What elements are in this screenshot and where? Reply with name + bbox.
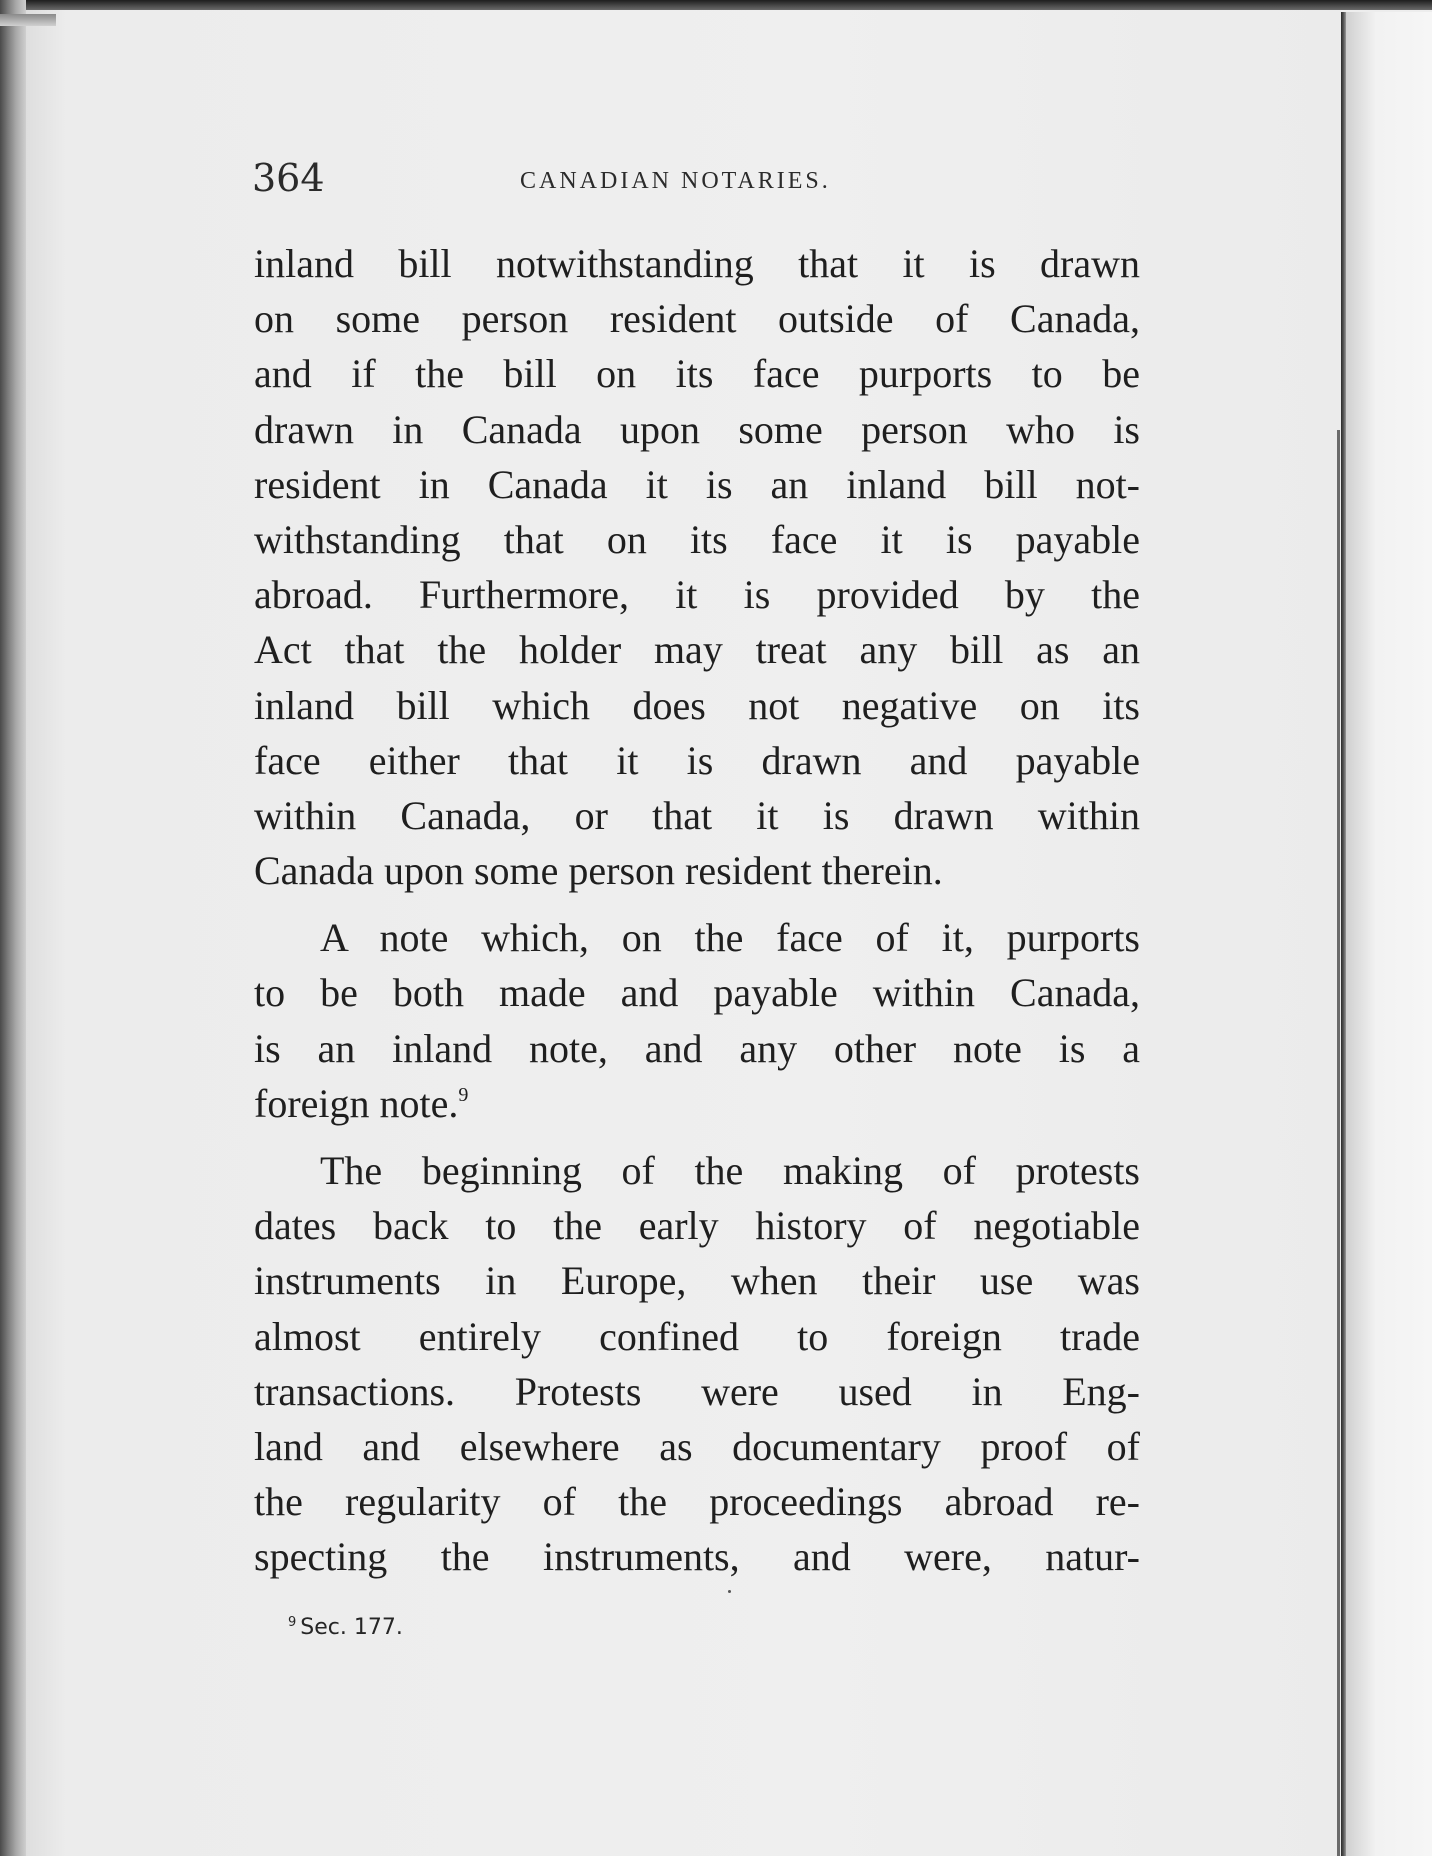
text-line: inland bill notwithstanding that it is drawn bbox=[254, 241, 1140, 286]
text-line: face either that it is drawn and payable bbox=[254, 737, 1140, 783]
text-line: to be both made and payable within Canada, bbox=[254, 970, 1140, 1016]
text-line: instruments in Europe, when their use was bbox=[254, 1258, 1140, 1304]
footnote-reference: 9 bbox=[458, 1083, 469, 1106]
text-line: drawn in Canada upon some person who is bbox=[254, 406, 1140, 452]
footnote-mark: 9 bbox=[288, 1615, 297, 1630]
facing-page bbox=[1346, 12, 1432, 1856]
text-line: Act that the holder may treat any bill as an bbox=[254, 627, 1140, 673]
text-line: land and elsewhere as documentary proof of bbox=[254, 1423, 1140, 1469]
text-line: A note which, on the face of it, purports bbox=[320, 915, 1140, 961]
text-line: abroad. Furthermore, it is provided by the bbox=[254, 572, 1140, 618]
text-line: The beginning of the making of protests bbox=[320, 1148, 1140, 1193]
footnote-text: Sec. 177. bbox=[300, 1615, 403, 1640]
top-edge bbox=[0, 0, 1432, 10]
text-line: specting the instruments, and were, natur- bbox=[254, 1534, 1140, 1580]
text-line: dates back to the early history of negotiable bbox=[254, 1203, 1140, 1249]
text-line-with-footnote bbox=[254, 1076, 1140, 1131]
paragraph-gap bbox=[254, 1131, 1140, 1143]
binding-edge bbox=[0, 0, 26, 1856]
text-line: is an inland note, and any other note is a bbox=[254, 1025, 1140, 1071]
text-line: the regularity of the proceedings abroad re- bbox=[254, 1479, 1140, 1525]
footnote bbox=[288, 1608, 403, 1643]
binding-tab bbox=[0, 14, 56, 26]
paragraph-gap bbox=[254, 898, 1140, 910]
text-line: within Canada, or that it is drawn within bbox=[254, 792, 1140, 838]
text-line: resident in Canada it is an inland bill not- bbox=[254, 461, 1140, 507]
page-fold-line bbox=[1337, 430, 1340, 1856]
text-line: and if the bill on its face purports to be bbox=[254, 351, 1140, 397]
paragraph bbox=[254, 1143, 1140, 1585]
text-line: withstanding that on its face it is payable bbox=[254, 516, 1140, 562]
body-text bbox=[254, 236, 1140, 1585]
print-speck bbox=[728, 1590, 731, 1593]
text-line: on some person resident outside of Canada, bbox=[254, 296, 1140, 342]
page-header bbox=[252, 158, 1142, 208]
text-line: transactions. Protests were used in Eng- bbox=[254, 1368, 1140, 1414]
page-number: 364 bbox=[252, 156, 325, 200]
text-line: almost entirely confined to foreign trade bbox=[254, 1313, 1140, 1359]
text-line-content: foreign note. bbox=[254, 1080, 459, 1126]
paragraph bbox=[254, 236, 1140, 898]
text-line: inland bill which does not negative on its bbox=[254, 682, 1140, 728]
paragraph bbox=[254, 910, 1140, 1131]
running-head: CANADIAN NOTARIES. bbox=[520, 168, 831, 194]
text-line: Canada upon some person resident therein. bbox=[254, 848, 943, 894]
